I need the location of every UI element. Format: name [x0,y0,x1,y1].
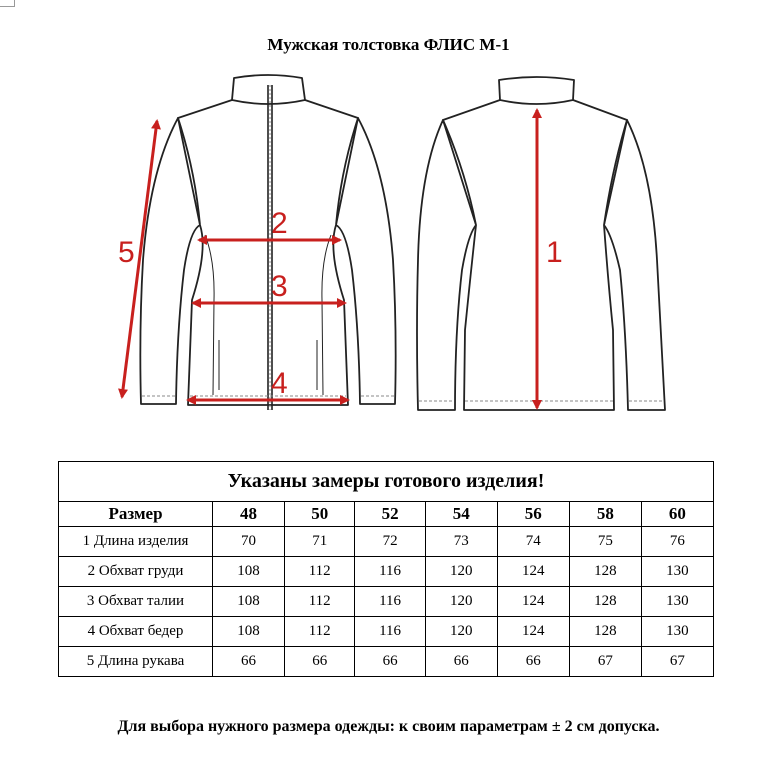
table-row [59,587,714,617]
header-size: 58 [569,502,641,527]
table-cell: 66 [425,647,497,677]
table-cell: 70 [213,527,285,557]
table-cell: 128 [569,557,641,587]
table-cell: 112 [285,617,355,647]
table-cell: 130 [641,557,713,587]
table-cell: 124 [497,557,569,587]
table-cell: 66 [213,647,285,677]
table-cell: 66 [285,647,355,677]
table-cell: 108 [213,617,285,647]
table-row [59,527,714,557]
row-name: 4 Обхват бедер [59,617,213,647]
header-size: 60 [641,502,713,527]
label-hips: 4 [271,367,288,400]
table-row [59,557,714,587]
header-size: 56 [497,502,569,527]
label-sleeve-length: 5 [118,236,135,269]
table-cell: 116 [355,617,425,647]
table-cell: 66 [497,647,569,677]
footer-note: Для выбора нужного размера одежды: к своим параметрам ± 2 см допуска. [117,718,660,735]
table-cell: 116 [355,557,425,587]
table-cell: 124 [497,617,569,647]
label-waist: 3 [271,270,288,303]
header-size: 50 [285,502,355,527]
row-name: 2 Обхват груди [59,557,213,587]
corner-mark [0,0,15,7]
row-name: 3 Обхват талии [59,587,213,617]
row-name: 5 Длина рукава [59,647,213,677]
table-cell: 120 [425,557,497,587]
size-table [58,461,714,677]
table-header-row [59,502,714,527]
table-cell: 128 [569,617,641,647]
label-chest: 2 [271,207,288,240]
header-size-label: Размер [59,502,213,527]
label-length: 1 [546,236,563,269]
back-collar [499,77,574,104]
table-cell: 72 [355,527,425,557]
header-size: 48 [213,502,285,527]
table-cell: 130 [641,617,713,647]
table-cell: 120 [425,587,497,617]
table-cell: 130 [641,587,713,617]
table-cell: 76 [641,527,713,557]
table-cell: 67 [569,647,641,677]
table-cell: 108 [213,557,285,587]
table-cell: 75 [569,527,641,557]
garment-diagram [105,68,685,418]
table-cell: 71 [285,527,355,557]
back-view [417,77,665,410]
table-cell: 124 [497,587,569,617]
table-cell: 120 [425,617,497,647]
table-cell: 74 [497,527,569,557]
table-cell: 112 [285,587,355,617]
row-name: 1 Длина изделия [59,527,213,557]
table-cell: 112 [285,557,355,587]
header-size: 52 [355,502,425,527]
table-cell: 66 [355,647,425,677]
table-caption: Указаны замеры готового изделия! [59,462,714,502]
table-row [59,647,714,677]
table-cell: 128 [569,587,641,617]
table-cell: 108 [213,587,285,617]
page-title: Мужская толстовка ФЛИС М-1 [267,35,510,54]
header-size: 54 [425,502,497,527]
table-cell: 116 [355,587,425,617]
front-view [140,75,395,410]
table-row [59,617,714,647]
table-cell: 67 [641,647,713,677]
back-body [443,100,627,410]
table-cell: 73 [425,527,497,557]
